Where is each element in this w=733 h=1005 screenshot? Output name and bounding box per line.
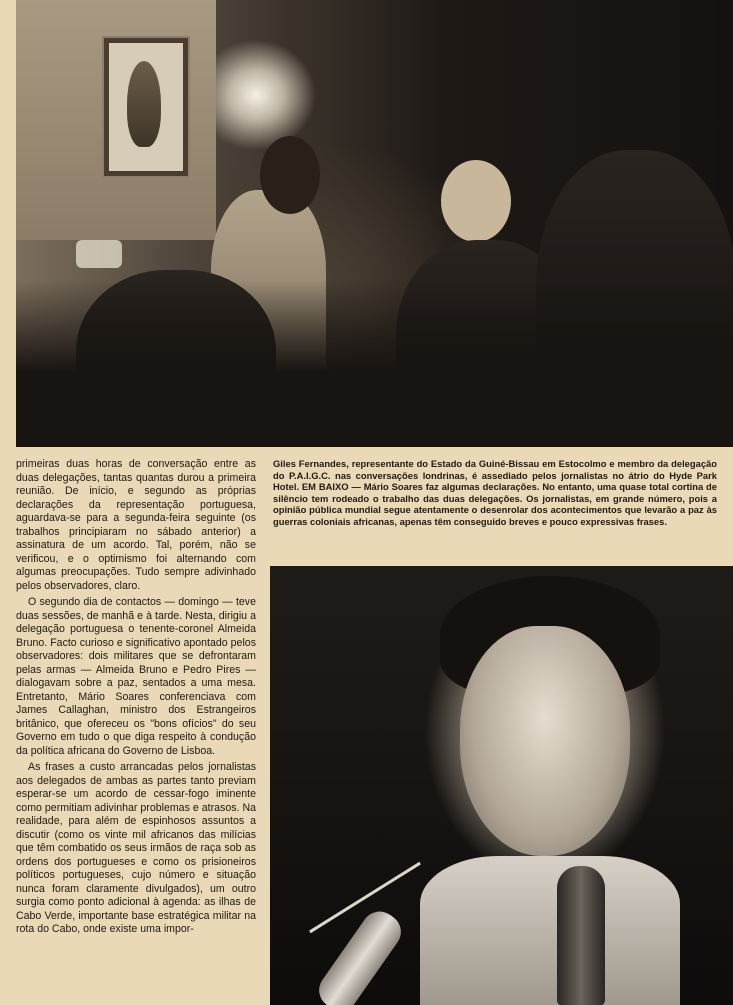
portrait-face — [460, 626, 630, 856]
main-subject-head — [260, 136, 320, 214]
bird-figure — [127, 61, 161, 147]
article-paragraph: O segundo dia de contactos — domingo — teve duas sessões, de manhã e à tarde. Nesta, dirigiu a delegação portuguesa o tenente-coronel Almeida Bruno. Facto curioso e significativo apontado pelos observadores: dois militares que se defrontaram pelas armas — Almeida Bruno e Pedro Pires — dialogavam sobre a paz, sentados a uma mesa. Entretanto, Mário Soares conferenciava com James Callaghan, ministro dos Estrangeiros britânico, que ofereceu os "bons ofícios" do seu Governo em tudo o que diga respeito à condução da política africana do Governo de Lisboa. — [16, 596, 256, 757]
article-column — [16, 458, 256, 978]
article-paragraph: primeiras duas horas de conversação entre as duas delegações, tantas quantas durou a primeira reunião. De início, e segundo as próprias declarações da representação portuguesa, aguardava-se para a segunda-feira seguinte (os trabalhos principiaram no sábado anterior) a assinatura de um acordo. Tal, porém, não se verificou, e o optimismo foi alternando com algumas preocupações. Tudo sempre adivinhado pelos observadores, claro. — [16, 458, 256, 592]
photo-press-crowd — [16, 0, 733, 447]
framed-bird-picture — [104, 38, 188, 176]
photo-mario-soares — [270, 566, 733, 1005]
photo-caption: Giles Fernandes, representante do Estado da Guiné-Bissau em Estocolmo e membro da delegação do P.A.I.G.C. nas conversações londrinas, é assediado pelos jornalistas no átrio do Hyde Park Hotel. EM BAIXO — Mário Soares faz algumas declarações. No entanto, uma quase total cortina de silêncio tem rodeado o trabalho das duas delegações. Os jornalistas, em grande número, pois a opinião pública mundial segue atentamente o desenrolar dos acontecimentos que levarão a paz às guerras coloniais africanas, apenas têm conseguido breves e pouco expressivas frases. — [273, 458, 717, 527]
article-paragraph: As frases a custo arrancadas pelos jornalistas aos delegados de ambas as partes tanto previam esperar-se um acordo de cessar-fogo iminente como permitiam adivinhar problemas e atrasos. Na realidade, para além de espinhosos assuntos a discutir (como os vinte mil africanos das milícias que têm combatido os seus irmãos de raça sob as ordens dos portugueses e como os prisioneiros políticos portugueses, cujo número e situação nunca foram claramente divulgados), um outro surgia como ponto adicional à agenda: as ilhas de Cabo Verde, importante base estratégica militar na rota do Cabo, onde existe uma impor- — [16, 761, 256, 935]
portrait-shirt — [420, 856, 680, 1005]
journalist-head — [441, 160, 511, 242]
microphone — [557, 866, 605, 1005]
telephone — [76, 240, 122, 268]
photo-shadow — [16, 280, 733, 447]
